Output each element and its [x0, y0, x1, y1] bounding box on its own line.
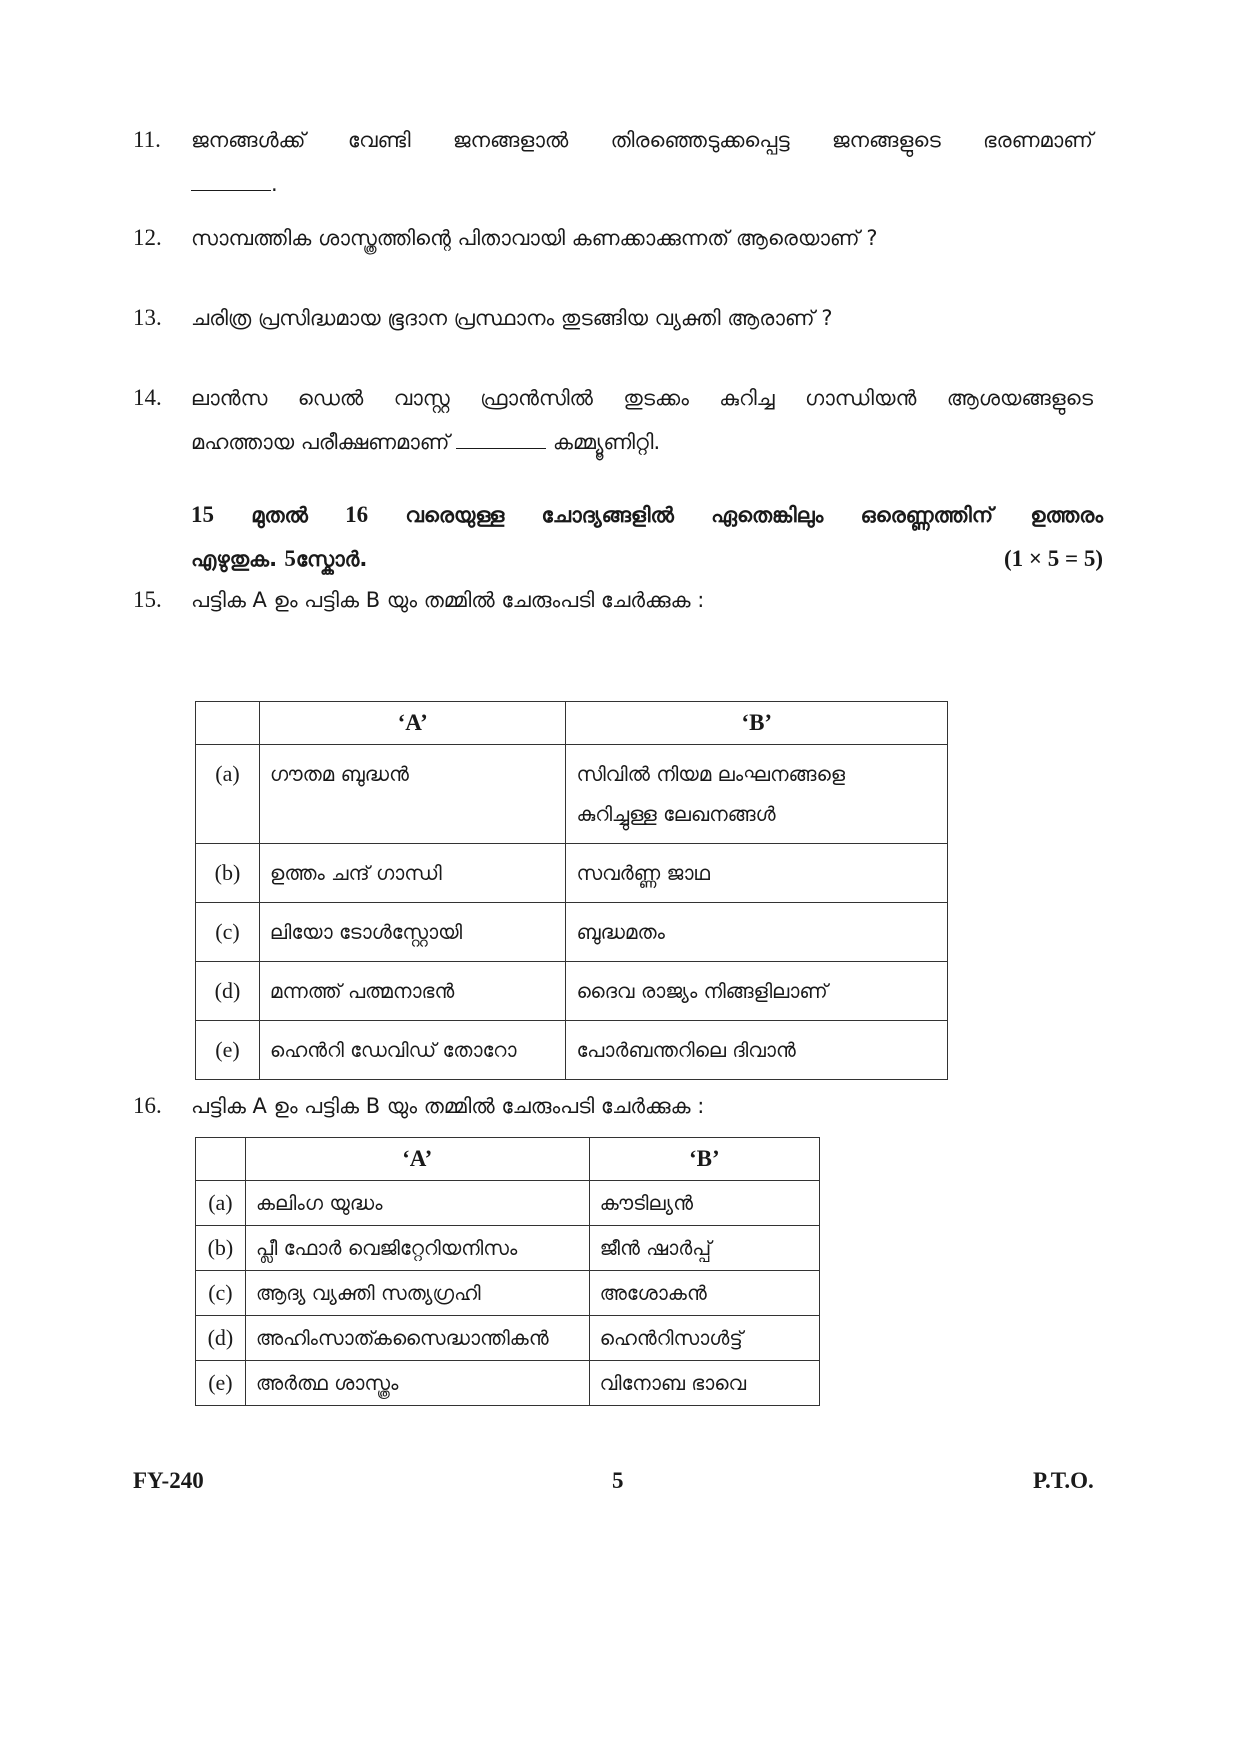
header-empty	[196, 1138, 246, 1181]
cell-b: വിനോബ ഭാവെ	[589, 1361, 819, 1406]
cell-b: ബുദ്ധമതം	[566, 903, 948, 962]
cell-a: ഗൗതമ ബുദ്ധൻ	[259, 745, 566, 844]
footer-page-number: 5	[612, 1468, 624, 1493]
table-row	[196, 903, 948, 962]
question-text: സാമ്പത്തിക ശാസ്ത്രത്തിന്റെ പിതാവായി കണക്കാക്കുന്നത് ആരെയാണ് ?	[191, 226, 878, 250]
cell-a: പ്ലീ ഫോർ വെജിറ്റേറിയനിസം	[245, 1226, 589, 1271]
row-label: (c)	[196, 903, 260, 962]
cell-b: കൗടില്യൻ	[589, 1181, 819, 1226]
row-label: (b)	[196, 1226, 246, 1271]
question-11	[133, 118, 1093, 206]
score-formula: (1 × 5 = 5)	[1003, 546, 1103, 571]
cell-a: ലിയോ ടോൾസ്റ്റോയി	[259, 903, 566, 962]
cell-b: ഹെൻറിസാൾട്ട്	[589, 1316, 819, 1361]
question-number: 16.	[133, 1093, 162, 1118]
cell-b: സവർണ്ണ ജാഥ	[566, 844, 948, 903]
row-label: (e)	[196, 1361, 246, 1406]
question-number: 13.	[133, 305, 162, 330]
table-row	[196, 1181, 820, 1226]
question-number: 15.	[133, 587, 162, 612]
cell-a: ഹെൻറി ഡേവിഡ് തോറോ	[259, 1021, 566, 1080]
table-header-row	[196, 1138, 820, 1181]
cell-b: അശോകൻ	[589, 1271, 819, 1316]
table-row	[196, 1271, 820, 1316]
table-row	[196, 962, 948, 1021]
cell-a: അഹിംസാത്കസൈദ്ധാന്തികൻ	[245, 1316, 589, 1361]
row-label: (e)	[196, 1021, 260, 1080]
footer-pto: P.T.O.	[1033, 1468, 1094, 1493]
row-label: (d)	[196, 1316, 246, 1361]
cell-b: ജീൻ ഷാർപ്പ്	[589, 1226, 819, 1271]
question-15	[133, 578, 1093, 622]
question-text-line2: മഹത്തായ പരീക്ഷണമാണ് കമ്മ്യൂണിറ്റി.	[191, 420, 1093, 464]
table-row	[196, 1361, 820, 1406]
footer-paper-code: FY-240	[133, 1468, 204, 1493]
instruction-line2: എഴുതുക. 5സ്കോർ.	[191, 546, 368, 571]
cell-a: മന്നത്ത് പത്മനാഭൻ	[259, 962, 566, 1021]
instruction-line1: 15 മുതൽ 16 വരെയുള്ള ചോദ്യങ്ങളിൽ ഏതെങ്കിലും ഒരെണ്ണത്തിന് ഉത്തരം	[191, 502, 1104, 527]
header-empty	[196, 702, 260, 745]
cell-a: ആദ്യ വ്യക്തി സത്യഗ്രഹി	[245, 1271, 589, 1316]
header-b: ‘B’	[589, 1138, 819, 1181]
answer-blank-line: .	[191, 162, 1093, 206]
table-row	[196, 745, 948, 844]
question-number: 11.	[133, 127, 161, 152]
question-text: ജനങ്ങൾക്ക് വേണ്ടി ജനങ്ങളാൽ തിരഞ്ഞെടുക്കപ്പെട്ട ജനങ്ങളുടെ ഭരണമാണ്	[191, 128, 1093, 152]
row-label: (a)	[196, 745, 260, 844]
question-13	[133, 296, 1093, 340]
header-a: ‘A’	[259, 702, 566, 745]
question-14	[133, 376, 1093, 464]
match-table-15	[195, 701, 948, 1080]
question-prompt: പട്ടിക A ഉം പട്ടിക B യും തമ്മിൽ ചേരുംപടി ചേർക്കുക :	[191, 1094, 705, 1118]
cell-a: കലിംഗ യുദ്ധം	[245, 1181, 589, 1226]
question-12	[133, 216, 1093, 260]
question-prompt: പട്ടിക A ഉം പട്ടിക B യും തമ്മിൽ ചേരുംപടി ചേർക്കുക :	[191, 588, 705, 612]
table-row	[196, 1316, 820, 1361]
question-number: 14.	[133, 385, 162, 410]
section-instruction	[191, 493, 1103, 581]
table-row	[196, 844, 948, 903]
table-header-row	[196, 702, 948, 745]
table-row	[196, 1021, 948, 1080]
row-label: (d)	[196, 962, 260, 1021]
question-number: 12.	[133, 225, 162, 250]
cell-a: അർത്ഥ ശാസ്ത്രം	[245, 1361, 589, 1406]
header-b: ‘B’	[566, 702, 948, 745]
match-table-16	[195, 1137, 820, 1406]
header-a: ‘A’	[245, 1138, 589, 1181]
cell-b: ദൈവ രാജ്യം നിങ്ങളിലാണ്	[566, 962, 948, 1021]
row-label: (a)	[196, 1181, 246, 1226]
cell-b: സിവിൽ നിയമ ലംഘനങ്ങളെ കുറിച്ചുള്ള ലേഖനങ്ങൾ	[566, 745, 948, 844]
cell-a: ഉത്തം ചന്ദ് ഗാന്ധി	[259, 844, 566, 903]
question-16	[133, 1084, 1093, 1128]
cell-b: പോർബന്തറിലെ ദിവാൻ	[566, 1021, 948, 1080]
row-label: (c)	[196, 1271, 246, 1316]
question-text: ചരിത്ര പ്രസിദ്ധമായ ഭൂദാന പ്രസ്ഥാനം തുടങ്ങിയ വ്യക്തി ആരാണ് ?	[191, 306, 833, 330]
question-text-line1: ലാൻസ ഡെൽ വാസ്റ്റ ഫ്രാൻസിൽ തുടക്കം കുറിച്ച ഗാന്ധിയൻ ആശയങ്ങളുടെ	[191, 386, 1093, 410]
table-row	[196, 1226, 820, 1271]
row-label: (b)	[196, 844, 260, 903]
